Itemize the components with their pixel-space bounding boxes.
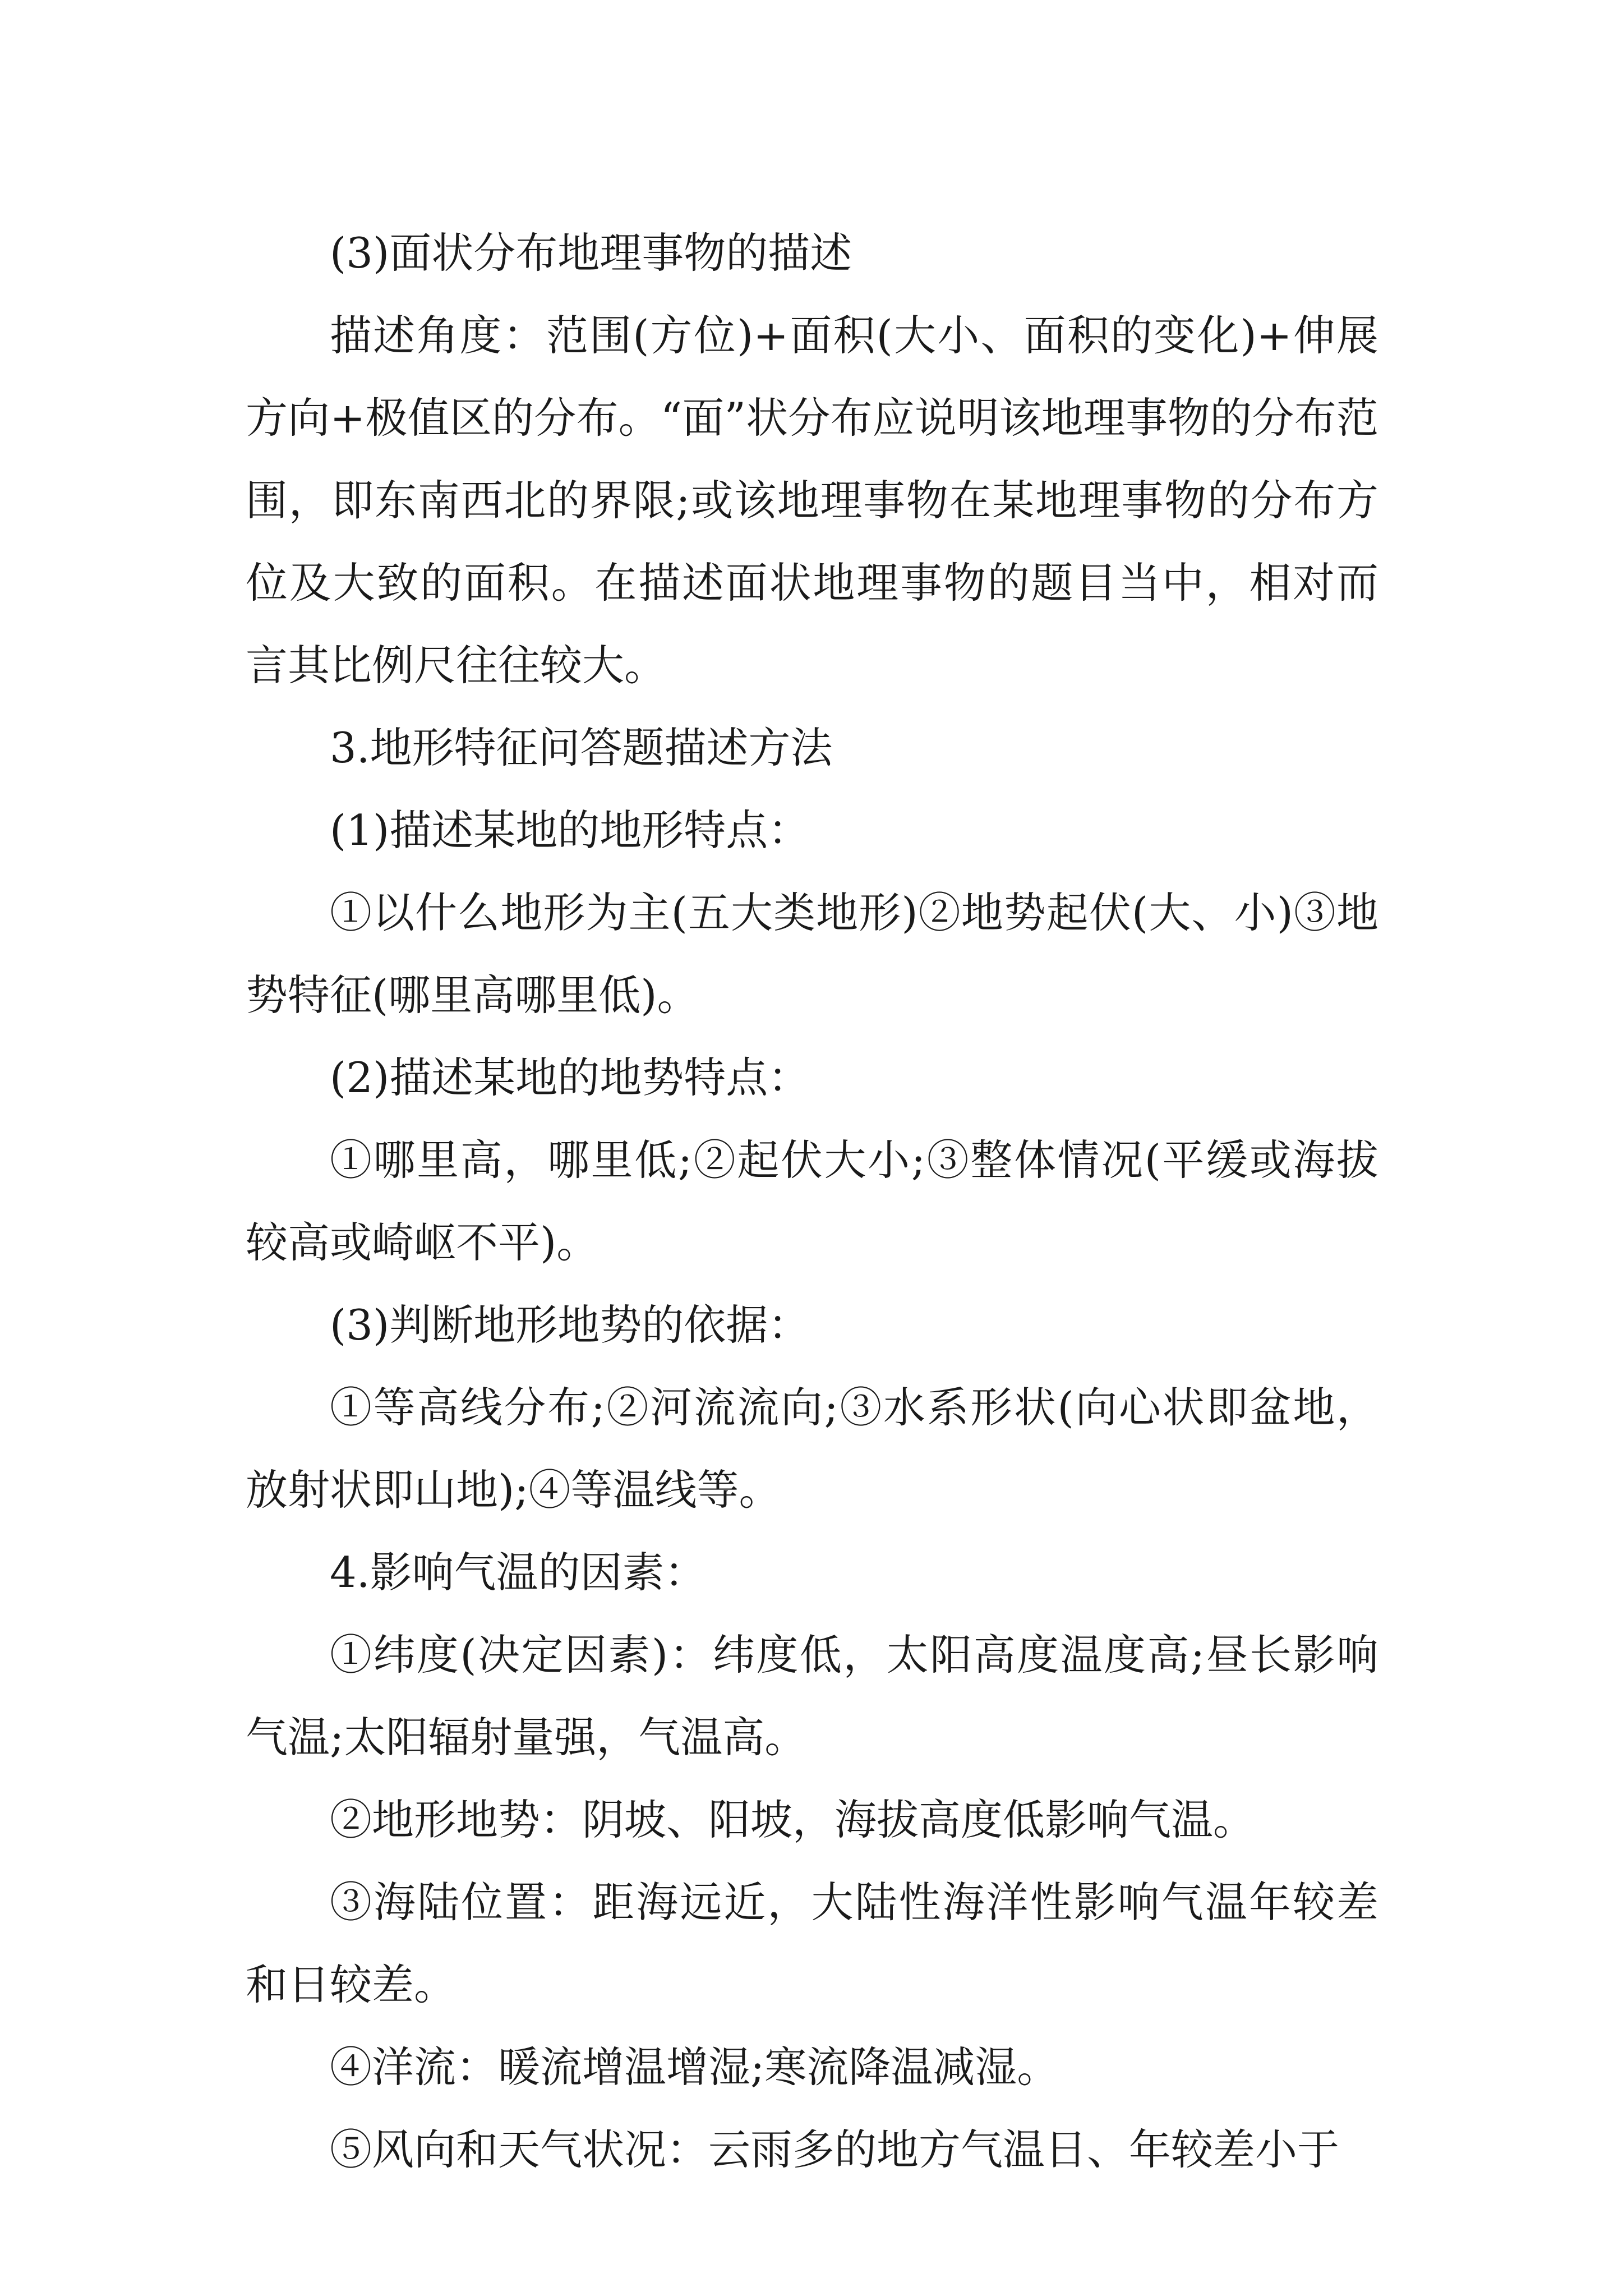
subheading-terrain-evidence: (3)判断地形地势的依据： [330, 1300, 810, 1350]
paragraph-factor-wind-weather: ⑤风向和天气状况：云雨多的地方气温日、年较差小于 [330, 2125, 1340, 2174]
paragraph-factor-land-sea: ③海陆位置：距海远近，大陆性海洋性影响气温年较差和日较差。 [246, 1878, 1378, 2009]
paragraph-factor-latitude: ①纬度(决定因素)：纬度低，太阳高度温度高;昼长影响气温;太阳辐射量强，气温高。 [246, 1630, 1378, 1762]
paragraph-terrain-features: ①以什么地形为主(五大类地形)②地势起伏(大、小)③地势特征(哪里高哪里低)。 [246, 888, 1378, 1020]
paragraph-terrain-evidence: ①等高线分布;②河流流向;③水系形状(向心状即盆地，放射状即山地);④等温线等。 [246, 1383, 1378, 1515]
subheading-relief-features: (2)描述某地的地势特点： [330, 1053, 810, 1102]
section-heading-terrain-methods: 3.地形特征问答题描述方法 [330, 723, 833, 772]
section-heading-areal-distribution: (3)面状分布地理事物的描述 [330, 228, 852, 278]
section-heading-temperature-factors: 4.影响气温的因素： [330, 1548, 707, 1597]
document-body [246, 212, 1378, 2191]
paragraph-factor-terrain: ②地形地势：阴坡、阳坡，海拔高度低影响气温。 [330, 1795, 1256, 1844]
paragraph-description-angle: 描述角度：范围(方位)+面积(大小、面积的变化)+伸展方向+极值区的分布。“面”状分布应说明该地理事物的分布范围，即东南西北的界限;或该地理事物在某地理事物的分布方位及大致的面积。在描述面状地理事物的题目当中，相对而言其比例尺往往较大。 [246, 311, 1378, 690]
paragraph-relief-features: ①哪里高，哪里低;②起伏大小;③整体情况(平缓或海拔较高或崎岖不平)。 [246, 1135, 1378, 1267]
subheading-terrain-features: (1)描述某地的地形特点： [330, 806, 810, 855]
paragraph-factor-ocean-currents: ④洋流：暖流增温增湿;寒流降温减湿。 [330, 2042, 1059, 2092]
